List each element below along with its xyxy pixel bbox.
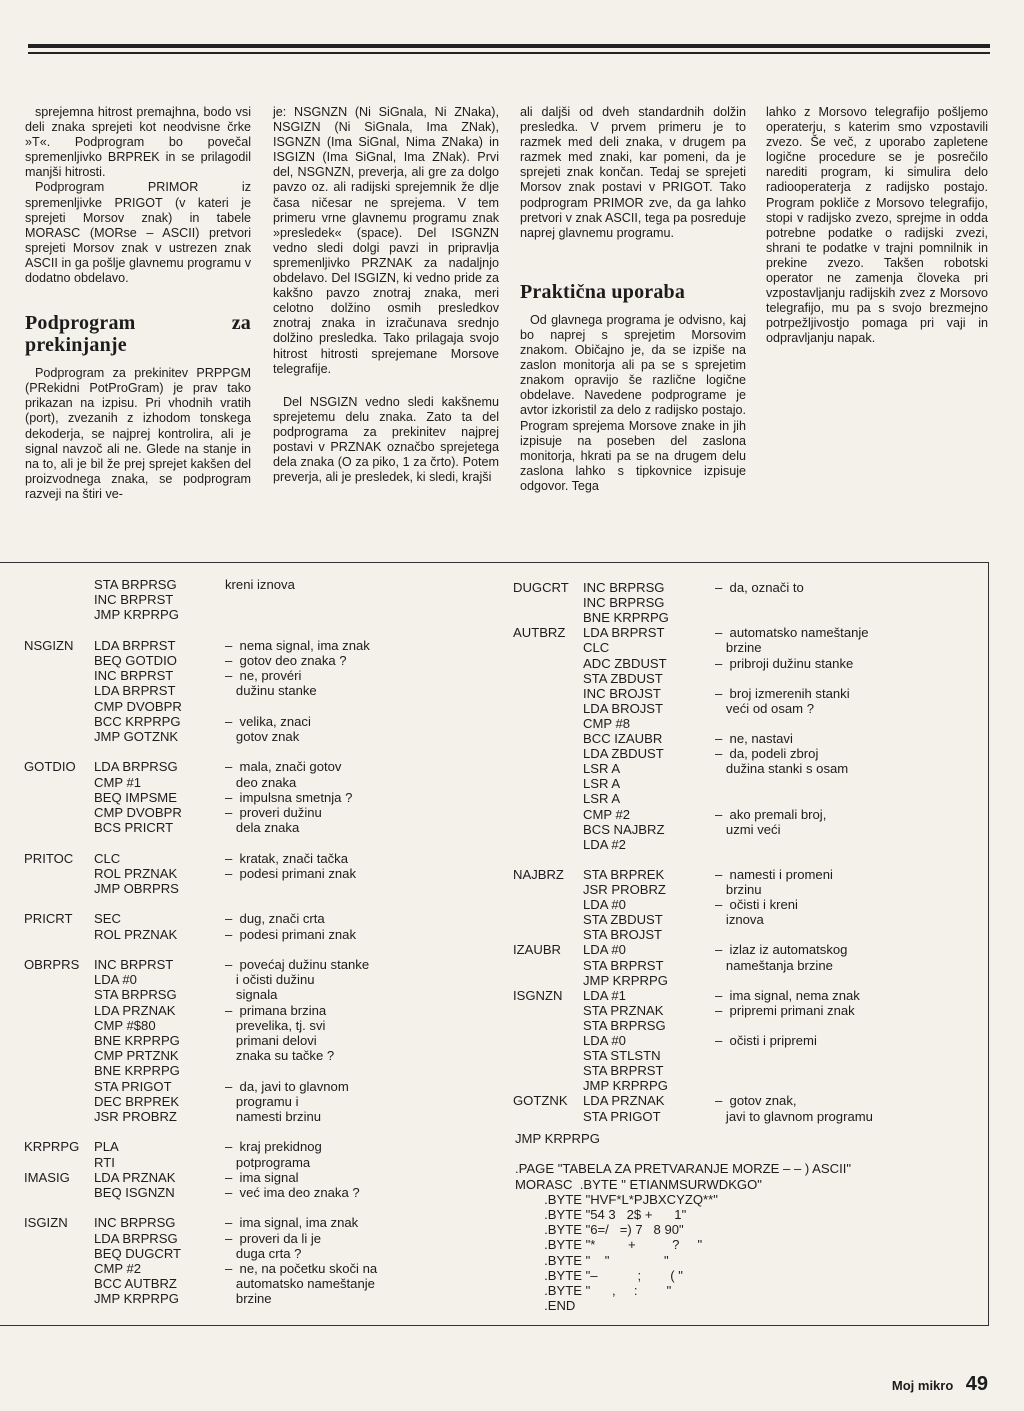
code-instruction: JMP KRPRPG [94,607,179,623]
code-instruction: DEC BRPREK [94,1093,180,1109]
article-column-3 [520,105,746,494]
paragraph: sprejemna hitrost premajhna, bodo vsi deli znaka sprejeti kot neodvisne črke »T«. Podprogram bo povečal spremenljivko BRPREK in se prilagodil manjši hitrosti. [25,105,251,180]
code-instruction: LSR A [583,761,621,777]
paragraph: Od glavnega programa je odvisno, kaj bo naprej s sprejetim Morsovim znakom. Običajno je, da se izpiše na zaslon monitorja ali pa se s sprejetim znakom opravijo še različne logične obdelave. Navedene podprograme je avtor izkoristil za delo z radijsko postajo. Program sprejema Morsove znake in jih izpisuje na poseben del zaslona monitorja, hkrati pa se na drugem delu zaslona lahko s tipkovnice izpisuje odgovor. Tega [520,312,746,493]
section-heading: Podprogram za prekinjanje [25,312,251,357]
code-line: .BYTE "6=/ =) 7 8 90" [515,1222,684,1238]
code-comment: – izlaz iz automatskog [715,942,848,958]
code-comment: – kraj prekidnog [225,1139,322,1155]
code-comment: – očisti i pripremi [715,1033,817,1048]
code-label: PRICRT [24,911,73,927]
code-instruction: LDA PRZNAK [583,1093,665,1109]
code-instruction: BNE KRPRPG [583,610,669,626]
code-comment: signala [225,987,278,1003]
code-label: NSGIZN [24,637,74,653]
code-instruction: LDA PRZNAK [94,1002,176,1018]
code-label: ISGNZN [513,987,563,1003]
code-comment: duga crta ? [225,1245,302,1261]
code-instruction: STA PRIGOT [583,1108,661,1124]
code-instruction: STA BRPREK [583,866,665,882]
code-listing-tail [515,1131,985,1321]
code-comment: – da, označi to [715,580,804,595]
code-instruction: BEQ ISGNZN [94,1185,175,1200]
code-comment: – ima signal [225,1169,299,1185]
code-comment: – proveri dužinu [225,805,322,820]
code-instruction: LSR A [583,791,621,807]
code-instruction: CMP DVOBPR [94,698,182,714]
code-label: AUTBRZ [513,625,566,641]
code-instruction: STA PRZNAK [583,1002,664,1018]
code-instruction: INC BROJST [583,685,661,701]
code-label: IZAUBR [513,942,562,958]
code-instruction: LDA #0 [94,972,137,988]
code-comment: – mala, znači gotov [225,759,342,775]
code-comment: deo znaka [225,774,297,790]
paragraph: Del NSGIZN vedno sledi kakšnemu sprejetemu delu znaka. Zato ta del podprograma za prekinitev najprej postavi v PRZNAK označbo sprejetega dela znaka (O za piko, 1 za črto). Potem preverja, ali je presledek, ki sledi, krajši [273,394,499,485]
code-label: PRITOC [24,850,74,866]
code-line: .BYTE "54 3 2$ + 1" [515,1207,687,1222]
code-listing-right [505,580,985,1140]
code-instruction: LDA #0 [583,897,626,913]
code-comment: – gotov znak, [715,1093,797,1109]
code-comment: znaka su tačke ? [225,1048,335,1064]
code-instruction: LDA #0 [583,942,626,958]
code-instruction: STA PRIGOT [94,1078,172,1094]
code-instruction: JSR PROBRZ [583,882,666,897]
code-instruction: LDA BRPRSG [94,1230,178,1246]
code-label: IMASIG [24,1169,70,1185]
code-instruction: LDA #0 [583,1033,626,1048]
code-instruction: LDA ZBDUST [583,746,664,762]
code-instruction: JMP GOTZNK [94,729,179,744]
code-comment: – dug, znači crta [225,911,325,927]
code-comment: – namesti i promeni [715,866,833,882]
code-comment: brzine [225,1291,272,1307]
code-instruction: BCC AUTBRZ [94,1276,177,1292]
code-line: .BYTE "– ; ( " [515,1267,683,1283]
code-comment: iznova [715,912,764,928]
code-line: .BYTE " " " [515,1252,669,1268]
top-rule-thin [28,52,990,54]
code-instruction: JMP KRPRPG [583,1078,668,1094]
code-comment: brzinu [715,882,762,897]
code-comment: i očisti dužinu [225,972,315,988]
code-comment: – velika, znaci [225,713,311,729]
article-column-4 [766,105,988,347]
code-comment: – ima signal, nema znak [715,987,860,1003]
code-instruction: STA BROJST [583,927,663,943]
code-comment: – pribroji dužinu stanke [715,655,854,671]
code-comment: programu i [225,1093,299,1109]
code-line: .PAGE "TABELA ZA PRETVARANJE MORZE – – ) ASCII" [515,1161,851,1177]
code-instruction: LDA #1 [583,987,626,1003]
code-comment: uzmi veći [715,821,781,837]
code-instruction: JSR PROBRZ [94,1109,177,1124]
code-comment: veći od osam ? [715,700,814,716]
code-comment: kreni iznova [225,577,295,592]
article-column-1 [25,105,251,502]
code-instruction: STA BRPRSG [94,577,177,592]
code-instruction: LDA #2 [583,836,626,852]
code-instruction: BEQ IMPSME [94,789,177,805]
code-line: JMP KRPRPG [515,1131,600,1146]
code-comment: dužina stanki s osam [715,761,849,777]
code-instruction: BCS PRICRT [94,820,174,836]
code-comment: – da, podeli zbroj [715,746,819,762]
code-comment: – povećaj dužinu stanke [225,957,370,972]
code-comment: – pripremi primani znak [715,1002,855,1018]
code-instruction: LDA PRZNAK [94,1169,176,1185]
code-comment: – impulsna smetnja ? [225,789,353,805]
code-comment: – ako premali broj, [715,806,827,822]
code-comment: – proveri da li je [225,1230,322,1246]
code-instruction: RTI [94,1154,115,1170]
code-instruction: INC BRPRST [94,592,174,608]
code-comment: – primana brzina [225,1002,327,1018]
code-comment: – nema signal, ima znak [225,637,370,653]
code-label: KRPRPG [24,1139,80,1155]
code-instruction: STA BRPRST [583,957,664,973]
code-comment: – da, javi to glavnom [225,1078,349,1094]
code-instruction: INC BRPRSG [583,580,665,595]
code-comment: – podesi primani znak [225,865,357,881]
code-instruction: CMP DVOBPR [94,805,182,820]
code-instruction: BCC KRPRPG [94,713,181,729]
code-instruction: CMP #8 [583,715,631,731]
code-label: GOTDIO [24,759,76,775]
code-instruction: CMP PRTZNK [94,1048,179,1064]
code-instruction: CMP #2 [94,1261,142,1276]
page-number: 49 [965,1373,988,1395]
code-instruction: BEQ DUGCRT [94,1245,182,1261]
magazine-name: Moj mikro [891,1378,954,1393]
code-instruction: SEC [94,911,121,927]
code-comment: prevelika, tj. svi [225,1017,326,1033]
code-instruction: BEQ GOTDIO [94,653,177,668]
code-instruction: CLC [583,640,610,656]
code-instruction: BCC IZAUBR [583,731,663,746]
code-line: .BYTE " , : " [515,1283,672,1298]
code-instruction: ROL PRZNAK [94,865,178,881]
paragraph: je: NSGNZN (Ni SiGnala, Ni ZNaka), NSGIZN (Ni SiGnala, Ima ZNak), ISGNZN (Ima SiGnal, Nima ZNaka) in ISGIZN (Ima SiGnal, Ima ZNak). Prvi del, NSGNZN, preverja, ali gre za dolgo pavzo oz. ali radijski sprejemnik že dlje časa ničesar ne sprejema. V tem primeru vrne glavnemu programu znak »presledek« (space). Del ISGNZN vedno sledi dolgi pavzi in pripravlja spremenljivko PRZNAK za nadaljnjo obdelavo. Del ISGIZN, ki vedno pride za kakšno pavzo znotraj znaka, meri celotno dolžino osmih presledkov znotraj znaka in izračunava srednjo dolžino presledka. Tako prilagaja svojo hitrost hitrosti sprejemane Morsove telegrafije. [273,105,499,376]
code-label: ISGIZN [24,1215,68,1231]
code-instruction: STA ZBDUST [583,912,663,928]
code-comment: – podesi primani znak [225,926,357,942]
code-comment: – ne, na početku skoči na [225,1261,378,1276]
code-line: .END [515,1298,576,1314]
code-instruction: STA BRPRSG [583,1017,666,1033]
code-comment: javi to glavnom programu [715,1108,873,1124]
code-comment: dela znaka [225,820,300,836]
paragraph: lahko z Morsovo telegrafijo pošljemo operaterju, s katerim smo vzpostavili zvezo. Še več, z uporabo zapletene logične procedure se je posrečilo narediti program, ki simulira delo radiooperaterja z radijsko postajo. Program pokliče z Morsovo telegrafijo, stopi v radijsko zvezo, sprejme in odda potrebne podatke o radijski zvezi, shrani te podatke v trajni pomnilnik in prekine zvezo. Takšen robotski operator ne zamenja človeka pri vzpostavljanju radijskih zvez z Morsovo telegrafijo, mu pa s svojo brezmejno potrpežljivostjo pomaga pri vaji in odpravljanju napak. [766,105,988,346]
code-instruction: LDA BRPRSG [94,759,178,775]
code-comment: dužinu stanke [225,683,317,699]
code-instruction: JMP KRPRPG [94,1291,179,1307]
code-instruction: STA STLSTN [583,1048,661,1064]
code-comment: – ima signal, ima znak [225,1215,359,1231]
code-line: .BYTE "* + ? " [515,1237,703,1253]
code-instruction: INC BRPRST [94,668,174,684]
code-comment: brzine [715,640,762,656]
code-instruction: INC BRPRST [94,957,174,972]
top-rule-thick [28,44,990,48]
paragraph: Podprogram PRIMOR iz spremenljivke PRIGOT (v kateri je sprejeti Morsov znak) in tabele MORASC (MORse – ASCII) pretvori sprejeti Morsov znak v ustrezen znak ASCII in ga pošlje glavnemu programu v dodatno obdelavo. [25,180,251,286]
code-comment: – očisti i kreni [715,897,798,913]
code-instruction: BCS NAJBRZ [583,821,665,837]
code-comment: automatsko nameštanje [225,1276,375,1292]
code-instruction: LDA BRPRST [583,625,665,641]
code-instruction: STA BRPRSG [94,987,177,1003]
code-instruction: STA ZBDUST [583,670,663,686]
code-instruction: LDA BRPRST [94,683,176,699]
code-instruction: LSR A [583,776,621,792]
code-label: NAJBRZ [513,866,564,882]
code-comment: primani delovi [225,1033,317,1048]
code-label: DUGCRT [513,580,569,595]
paragraph: ali daljši od dveh standardnih dolžin presledka. V prvem primeru je to razmek med deli znaka, v drugem pa razmek med znaki, kar pomeni, da je sprejeti znak končan. Tedaj se sprejeti Morsov znak postavi v PRIGOT. Tako podprogram PRIMOR zve, da ga lahko pretvori v znak ASCII, tega pa posreduje naprej glavnemu programu. [520,105,746,240]
code-comment: – automatsko nameštanje [715,625,869,641]
code-instruction: JMP KRPRPG [583,972,668,988]
code-line: .BYTE "HVF*L*PJBXCYZQ**" [515,1191,718,1207]
code-instruction: PLA [94,1139,119,1155]
code-label: OBRPRS [24,957,80,972]
code-instruction: ROL PRZNAK [94,926,178,942]
page-footer [892,1373,988,1396]
code-comment: nameštanja brzine [715,957,833,973]
code-instruction: CMP #2 [583,806,631,822]
code-instruction: INC BRPRSG [94,1215,176,1231]
code-listing-left [0,577,500,1322]
code-comment: – broj izmerenih stanki [715,685,850,701]
code-instruction: INC BRPRSG [583,595,665,611]
code-instruction: BNE KRPRPG [94,1063,180,1079]
section-heading: Praktična uporaba [520,280,686,303]
code-comment: – ne, provéri [225,668,302,684]
code-instruction: ADC ZBDUST [583,655,667,671]
code-line: MORASC .BYTE " ETIANMSURWDKGO" [515,1176,762,1192]
code-instruction: BNE KRPRPG [94,1033,180,1048]
code-label: GOTZNK [513,1093,568,1109]
code-instruction: LDA BRPRST [94,637,176,653]
code-instruction: CMP #$80 [94,1017,156,1033]
article-column-2 [273,105,499,485]
code-instruction: CLC [94,850,121,866]
code-comment: – gotov deo znaka ? [225,653,347,668]
code-instruction: JMP OBRPRS [94,881,179,896]
code-comment: potprograma [225,1154,311,1170]
paragraph: Podprogram za prekinitev PRPPGM (PRekidni PotProGram) je prav tako prikazan na izpisu. Pri vhodnih vratih (port), zvezanih z izhodom tonskega dekoderja, se najprej kontrolira, ali je signal navzoč ali ne. Glede na stanje in na to, ali je bil že prej sprejet kakšen del proizvodnega znaka, se podprogram razveji na štiri ve- [25,366,251,501]
code-instruction: STA BRPRST [583,1063,664,1079]
code-comment: – ne, nastavi [715,731,793,746]
code-comment: – već ima deo znaka ? [225,1185,360,1200]
code-comment: – kratak, znači tačka [225,850,348,866]
code-instruction: LDA BROJST [583,700,664,716]
code-instruction: CMP #1 [94,774,142,790]
code-comment: namesti brzinu [225,1109,322,1124]
code-comment: gotov znak [225,729,300,744]
